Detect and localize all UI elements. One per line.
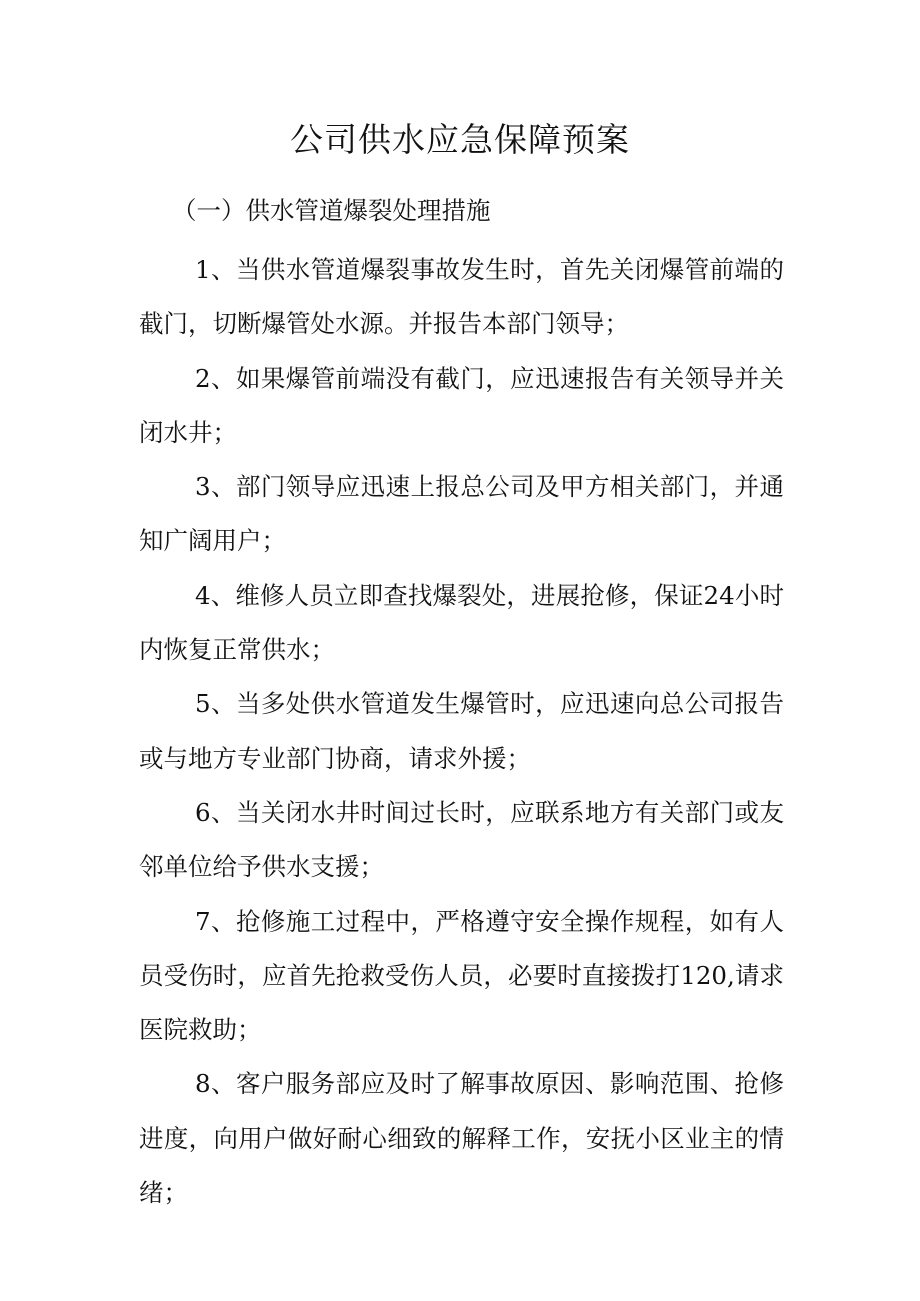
paragraph-8: 8、客户服务部应及时了解事故原因、影响范围、抢修进度，向用户做好耐心细致的解释工作，安抚小区业主的情绪； (139, 1069, 784, 1208)
paragraph-3: 3、部门领导应迅速上报总公司及甲方相关部门，并通知广阔用户； (139, 472, 784, 556)
paragraph-2: 2、如果爆管前端没有截门，应迅速报告有关领导并关闭水井； (139, 363, 784, 447)
paragraph-7: 7、抢修施工过程中，严格遵守安全操作规程，如有人员受伤时，应首先抢救受伤人员，必要时直接拨打120,请求医院救助； (139, 906, 784, 1045)
document-body (139, 243, 784, 1220)
paragraph-4: 4、维修人员立即查找爆裂处，进展抢修，保证24小时内恢复正常供水； (139, 580, 784, 665)
section-heading: （一）供水管道爆裂处理措施 (172, 196, 491, 225)
document-title: 公司供水应急保障预案 (290, 120, 630, 159)
paragraph-5: 5、当多处供水管道发生爆管时，应迅速向总公司报告或与地方专业部门协商，请求外援； (139, 689, 784, 773)
paragraph-1: 1、当供水管道爆裂事故发生时，首先关闭爆管前端的截门，切断爆管处水源。并报告本部门领导； (139, 255, 784, 339)
paragraph-6: 6、当关闭水井时间过长时，应联系地方有关部门或友邻单位给予供水支援； (139, 797, 784, 882)
